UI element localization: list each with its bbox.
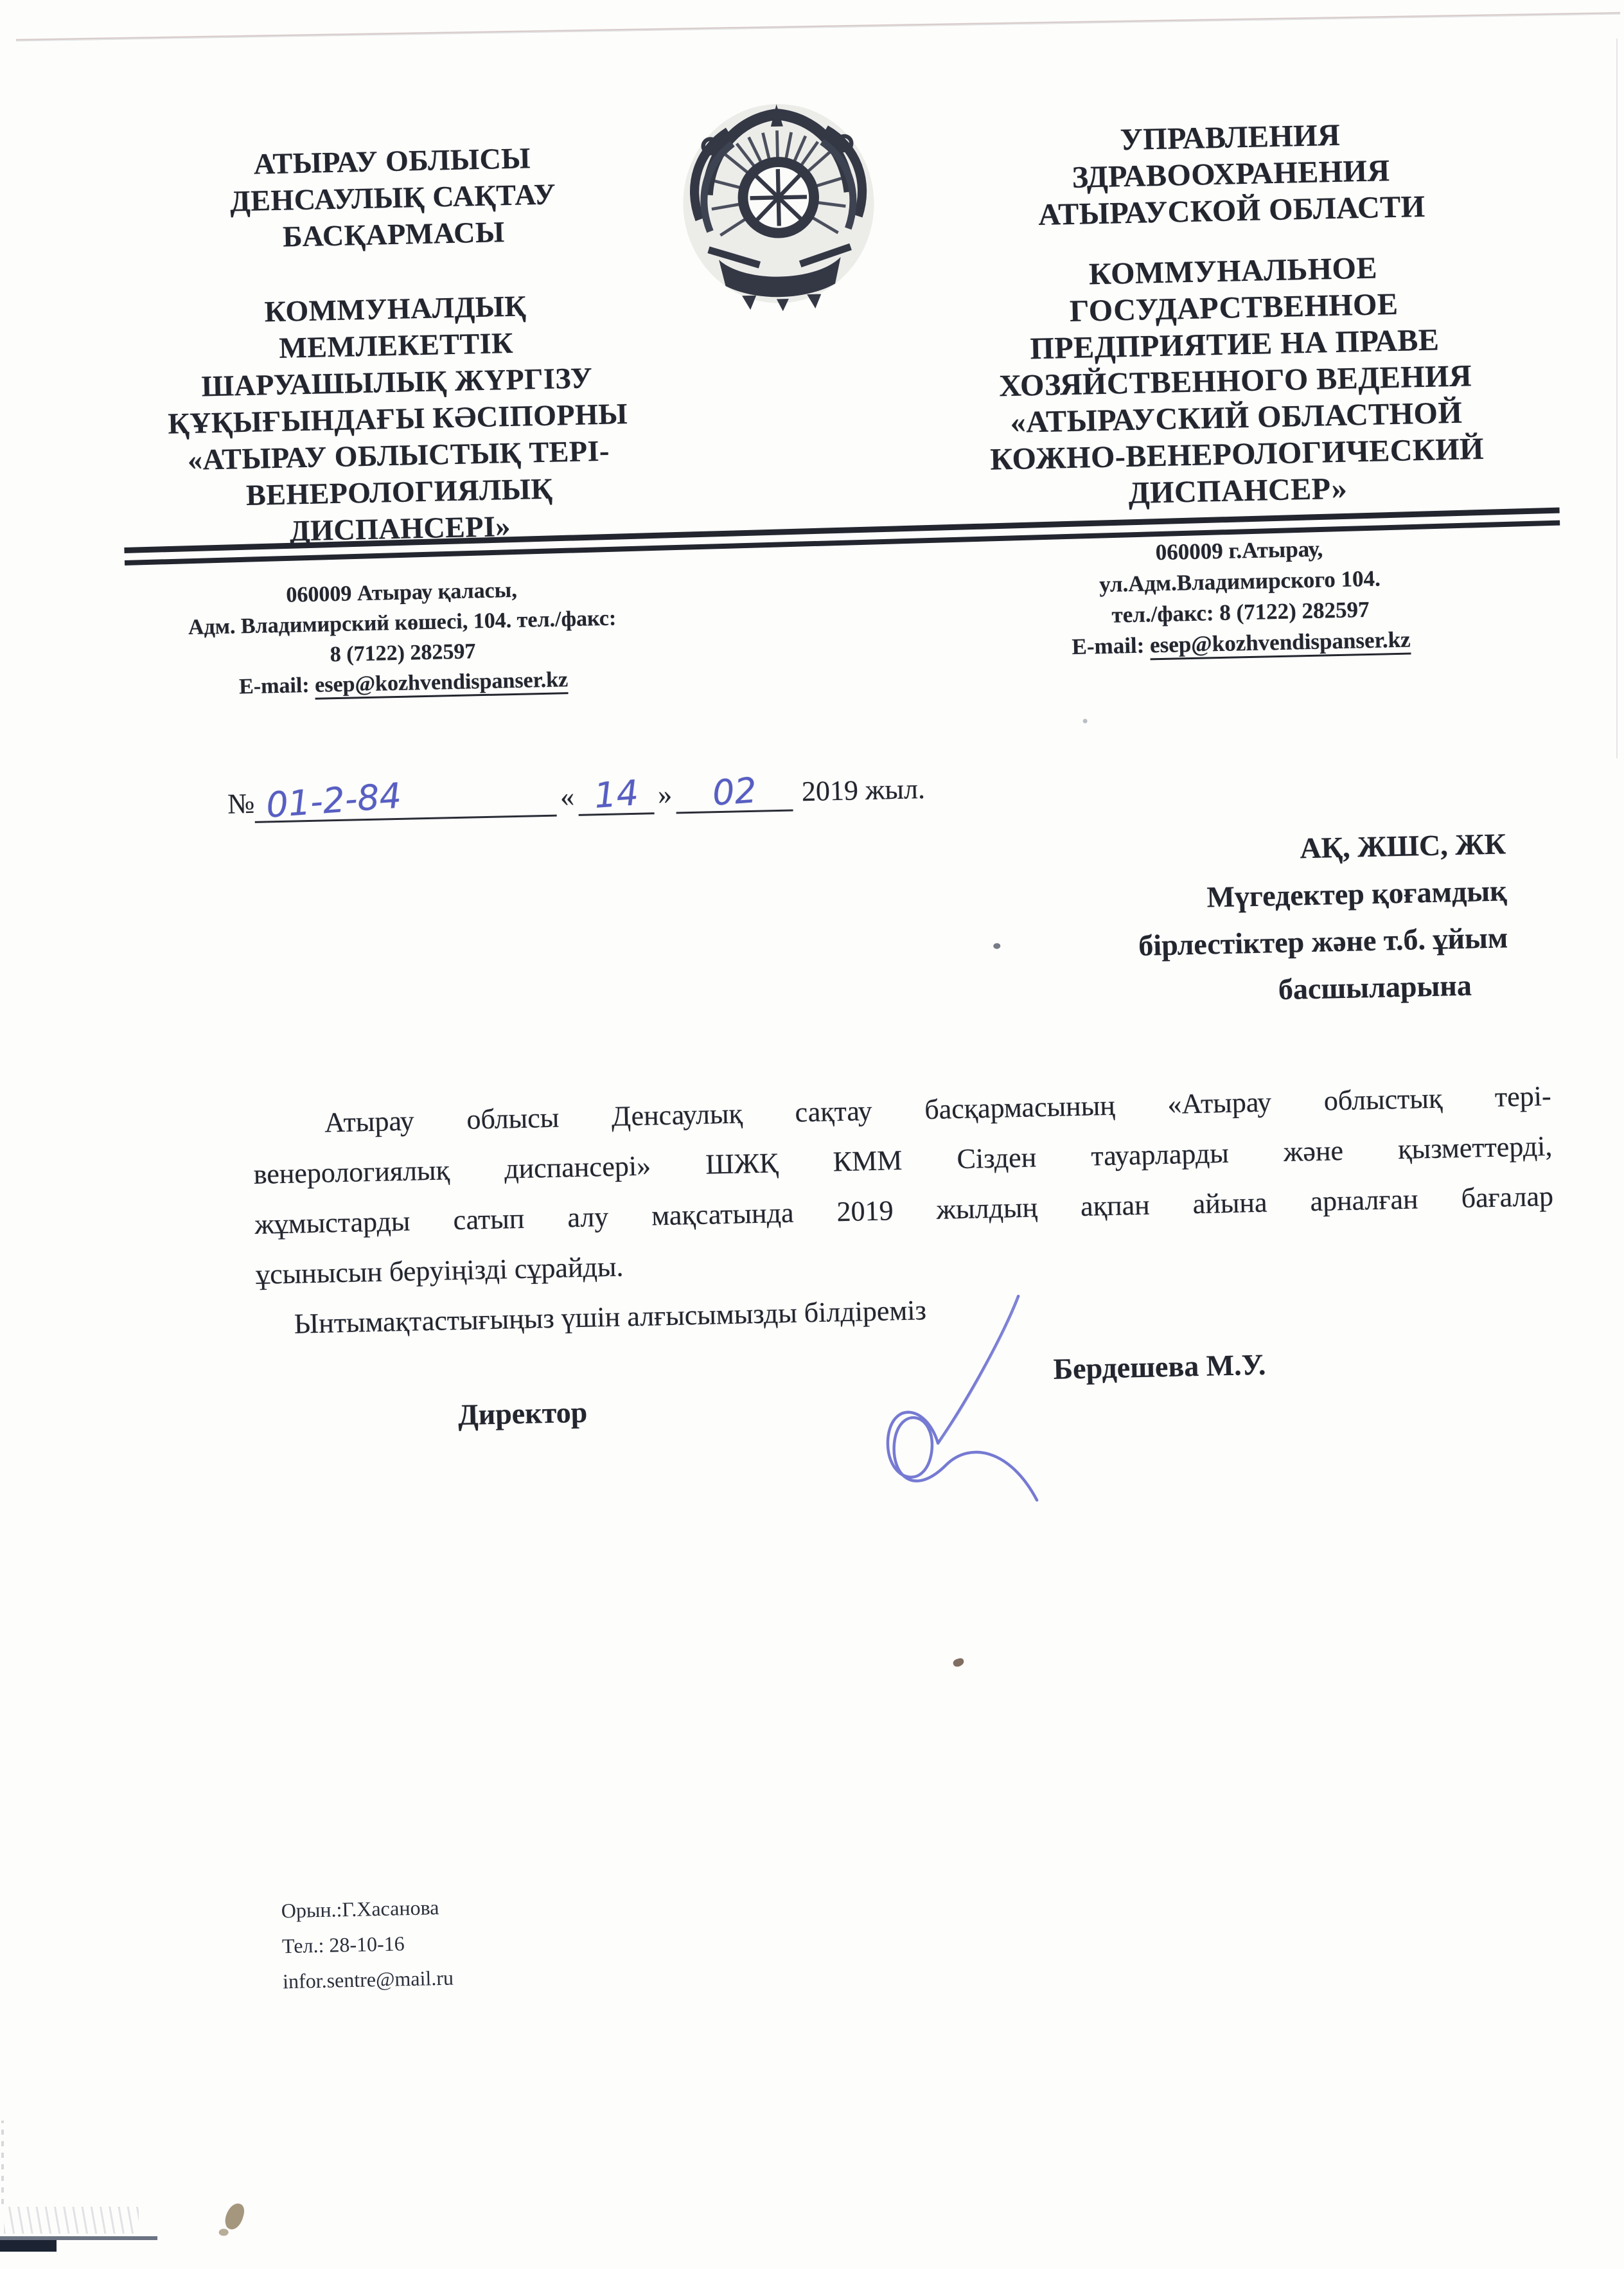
- recipient-line: АҚ, ЖШС, ЖК: [1299, 827, 1506, 865]
- recipient-block: [959, 820, 1509, 1019]
- org-line: ДЕНСАУЛЫҚ САҚТАУ: [229, 177, 556, 218]
- org-name-kazakh-parent: [141, 137, 645, 258]
- body-line: венерологиялық диспансері» ШЖҚ КММ Сізден тауарларды және қызметтерді,: [253, 1130, 1553, 1191]
- org-line: АТЫРАУСКОЙ ОБЛАСТИ: [1037, 189, 1426, 233]
- executor-email: infor.sentre@mail.ru: [282, 1966, 454, 1993]
- executor-block: [281, 1890, 454, 2000]
- recipient-line: басшыларына: [1278, 968, 1472, 1006]
- contact-block-right: [918, 528, 1563, 666]
- scan-speck: [1083, 719, 1088, 724]
- year-label: 2019 жыл.: [801, 773, 926, 808]
- email-label: E-mail:: [1072, 632, 1151, 660]
- org-line: «АТЫРАУСКИЙ ОБЛАСТНОЙ: [1010, 395, 1463, 440]
- doc-number-blank: [254, 774, 556, 826]
- org-line: КОЖНО-ВЕНЕРОЛОГИЧЕСКИЙ: [989, 431, 1485, 477]
- contact-line: 060009 г.Атырау,: [1155, 536, 1323, 565]
- org-line: ШАРУАШЫЛЫҚ ЖҮРГІЗУ: [201, 361, 593, 403]
- handwritten-day: 14: [592, 772, 640, 817]
- email-address: esep@kozhvendispanser.kz: [1150, 627, 1411, 661]
- org-name-russian-enterprise: [912, 246, 1559, 517]
- body-line: ұсынысын беруіңізді сұрайды.: [255, 1250, 624, 1290]
- scan-edge-line: [1616, 39, 1618, 758]
- open-quote: «: [560, 780, 575, 813]
- org-line: ЗДРАВООХРАНЕНИЯ: [1072, 154, 1391, 195]
- org-line: ГОСУДАРСТВЕННОЕ: [1069, 287, 1399, 328]
- scan-smudge: [219, 2229, 229, 2236]
- kazakhstan-coat-of-arms-icon: [675, 93, 882, 314]
- day-blank: [578, 772, 654, 816]
- month-blank: [675, 769, 793, 814]
- contact-line: Адм. Владимирский көшесі, 104. тел./факс:: [188, 606, 617, 640]
- org-line: ХОЗЯЙСТВЕННОГО ВЕДЕНИЯ: [998, 359, 1472, 404]
- org-line: ВЕНЕРОЛОГИЯЛЫҚ: [245, 472, 553, 512]
- org-line: ПРЕДПРИЯТИЕ НА ПРАВЕ: [1029, 323, 1440, 366]
- contact-line: ул.Адм.Владимирского 104.: [1099, 565, 1381, 598]
- number-sign: №: [227, 787, 255, 820]
- email-address: esep@kozhvendispanser.kz: [315, 668, 569, 700]
- handwritten-month: 02: [710, 770, 758, 814]
- signer-name: Бердешева М.У.: [1053, 1348, 1266, 1385]
- org-line: АТЫРАУ ОБЛЫСЫ: [253, 141, 531, 181]
- body-line: жұмыстарды сатып алу мақсатында 2019 жылдың ақпан айына арналған бағалар: [254, 1180, 1554, 1240]
- executor-phone: Тел.: 28-10-16: [281, 1932, 405, 1958]
- contact-line: тел./факс: 8 (7122) 282597: [1111, 596, 1370, 628]
- org-line: МЕМЛЕКЕТТІК: [278, 326, 514, 364]
- recipient-line: Мүгедектер қоғамдық: [1206, 874, 1508, 914]
- close-quote: »: [657, 778, 673, 811]
- handwritten-doc-number: 01-2-84: [265, 775, 403, 826]
- contact-line: 8 (7122) 282597: [330, 639, 476, 667]
- reference-date-line: [227, 763, 1063, 826]
- recipient-line: бірлестіктер және т.б. ұйым: [1138, 921, 1508, 962]
- org-line: КОММУНАЛЬНОЕ: [1088, 251, 1378, 292]
- org-line: ДИСПАНСЕРІ»: [289, 510, 511, 547]
- org-name-kazakh-enterprise: [145, 285, 651, 552]
- org-line: ДИСПАНСЕР»: [1128, 471, 1348, 511]
- contact-line: 060009 Атырау қаласы,: [285, 578, 518, 607]
- org-line: УПРАВЛЕНИЯ: [1120, 118, 1341, 157]
- scan-smudge: [223, 2201, 247, 2232]
- body-line: Атырау облысы Денсаулық сақтау басқармасының «Атырау облыстық тері-: [324, 1080, 1552, 1139]
- org-line: КОММУНАЛДЫҚ: [264, 289, 527, 328]
- executor-name: Орын.:Г.Хасанова: [281, 1895, 439, 1923]
- org-line: ҚҰҚЫҒЫНДАҒЫ КӘСІПОРНЫ: [167, 397, 628, 440]
- signature-autograph-icon: [730, 1286, 1108, 1517]
- contact-block-left: [151, 572, 655, 704]
- body-line: Ынтымақтастығыңыз үшін алғысымызды білдіреміз: [294, 1294, 927, 1340]
- signer-role-label: Директор: [457, 1395, 588, 1432]
- email-label: E-mail:: [238, 673, 315, 699]
- org-line: БАСҚАРМАСЫ: [282, 215, 506, 253]
- scan-noise: [1, 2121, 4, 2204]
- org-name-russian-parent: [908, 112, 1553, 236]
- scan-speck: [952, 1657, 965, 1668]
- org-line: «АТЫРАУ ОБЛЫСТЫҚ ТЕРІ-: [187, 434, 610, 476]
